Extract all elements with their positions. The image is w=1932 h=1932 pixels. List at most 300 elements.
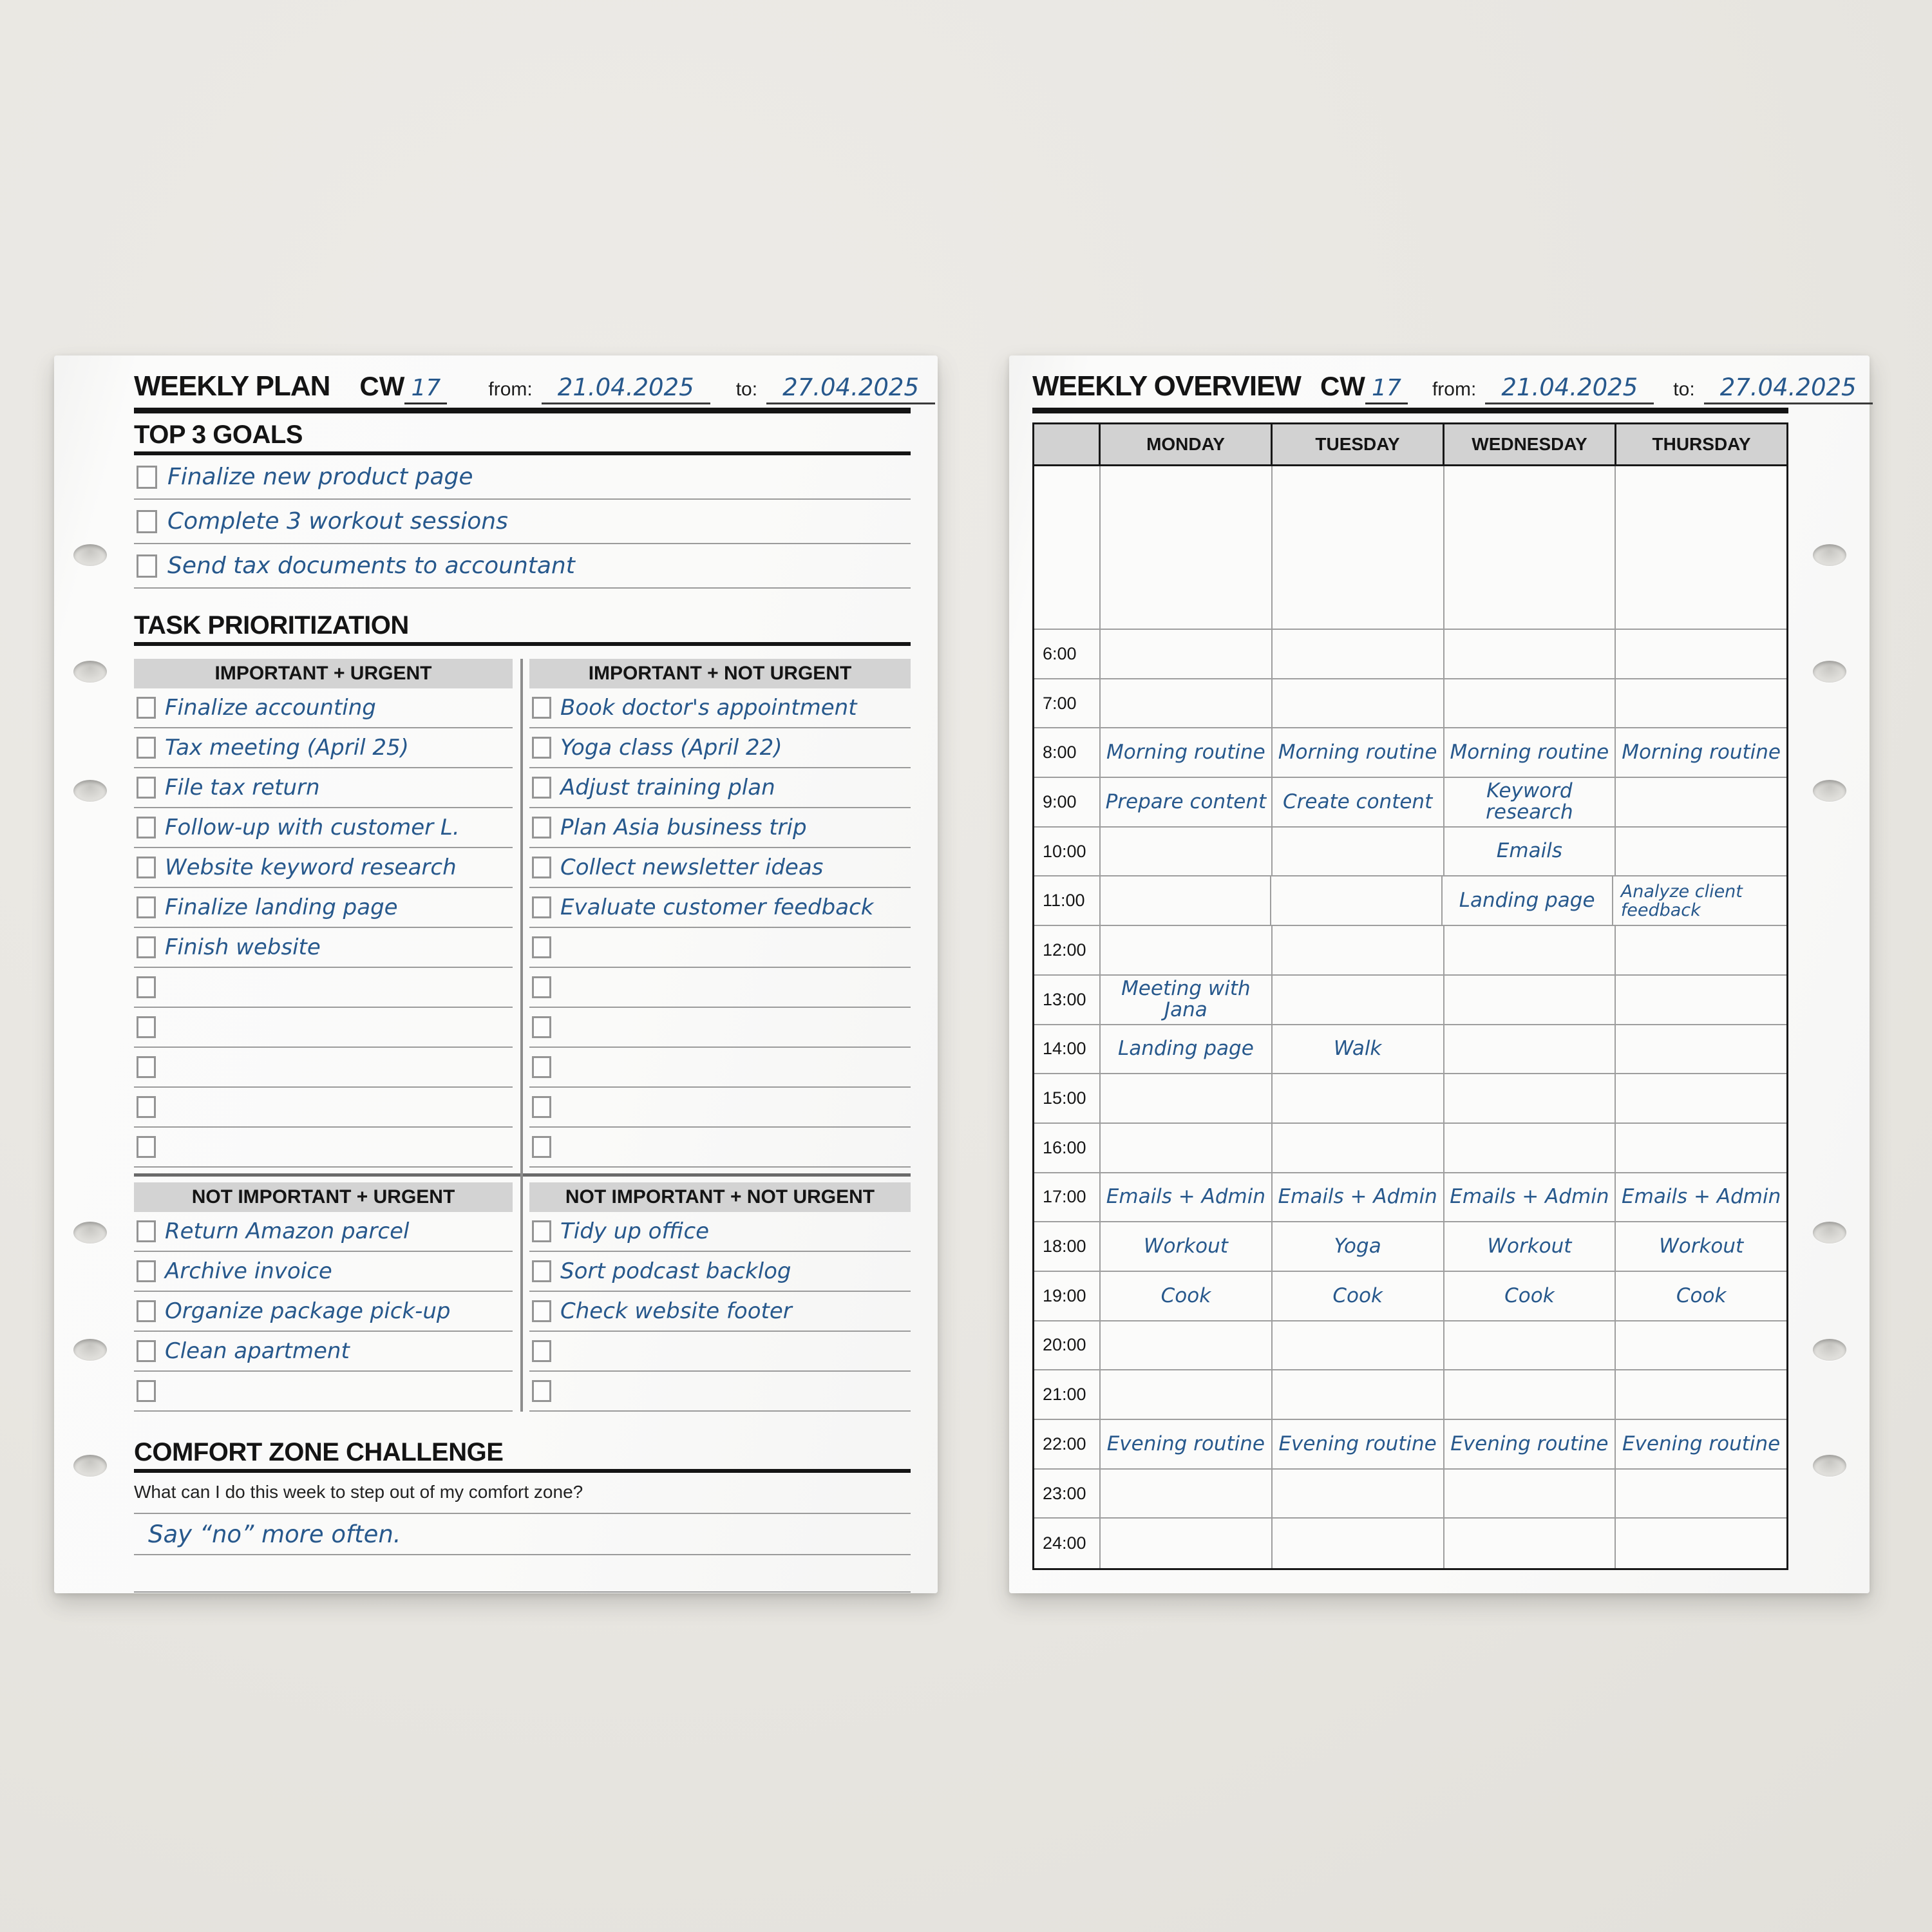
header-rule — [1032, 408, 1788, 413]
schedule-entry-text: Emails + Admin — [1278, 1185, 1437, 1209]
task-row — [134, 1048, 513, 1088]
schedule-cell[interactable] — [1444, 1074, 1616, 1124]
schedule-cell[interactable] — [1444, 976, 1616, 1025]
from-date-input[interactable]: 21.04.2025 — [542, 374, 710, 404]
schedule-cell[interactable] — [1101, 1025, 1273, 1075]
quadrant-header: NOT IMPORTANT + NOT URGENT — [529, 1182, 911, 1212]
time-label — [1034, 466, 1101, 630]
schedule-cell[interactable] — [1273, 1272, 1444, 1321]
schedule-cell[interactable] — [1273, 679, 1444, 729]
goal-row — [134, 544, 911, 589]
quadrant-header: IMPORTANT + NOT URGENT — [529, 659, 911, 688]
schedule-cell[interactable] — [1101, 1370, 1273, 1420]
matrix-vertical-divider — [520, 659, 523, 1412]
goal-text: Finalize new product page — [167, 464, 473, 490]
from-label: from: — [1432, 379, 1477, 400]
schedule-cell[interactable] — [1101, 1272, 1273, 1321]
task-row — [134, 1088, 513, 1128]
schedule-cell[interactable] — [1101, 876, 1271, 926]
schedule-entry-text: Morning routine — [1622, 740, 1781, 764]
schedule-entry-text: Emails — [1496, 839, 1562, 863]
goal-text: Send tax documents to accountant — [167, 553, 575, 579]
schedule-entry-text: Landing page — [1459, 889, 1595, 913]
time-label: 10:00 — [1034, 828, 1101, 877]
time-label: 22:00 — [1034, 1420, 1101, 1470]
task-checkbox[interactable] — [532, 1096, 551, 1118]
comfort-prompt: What can I do this week to step out of my comfort zone? — [134, 1482, 911, 1514]
schedule-cell[interactable] — [1444, 828, 1616, 877]
schedule-hour-row — [1034, 728, 1786, 778]
task-row — [134, 1332, 513, 1372]
prioritization-section-title: TASK PRIORITIZATION — [134, 611, 409, 639]
calendar-week-field — [1320, 371, 1408, 404]
schedule-hour-row — [1034, 876, 1786, 926]
task-text: Evaluate customer feedback — [560, 895, 874, 920]
schedule-cell[interactable] — [1616, 1173, 1786, 1223]
day-header: THURSDAY — [1616, 424, 1786, 466]
schedule-cell[interactable] — [1444, 1173, 1616, 1223]
schedule-cell[interactable] — [1444, 1272, 1616, 1321]
schedule-cell[interactable] — [1101, 1074, 1273, 1124]
quadrant-header: IMPORTANT + URGENT — [134, 659, 513, 688]
task-row — [134, 728, 513, 768]
task-row — [134, 1212, 513, 1252]
schedule-hour-row — [1034, 1321, 1786, 1371]
from-date-input[interactable]: 21.04.2025 — [1485, 374, 1654, 404]
schedule-entry-text: Cook — [1504, 1283, 1555, 1307]
schedule-cell[interactable] — [1101, 976, 1273, 1025]
schedule-entry-text: Evening routine — [1106, 1432, 1265, 1455]
schedule-cell[interactable] — [1616, 1124, 1786, 1173]
schedule-cell[interactable] — [1616, 630, 1786, 679]
task-row — [529, 688, 911, 728]
task-row — [529, 1372, 911, 1412]
schedule-cell[interactable] — [1101, 728, 1273, 778]
schedule-entry-text: Yoga — [1334, 1234, 1381, 1258]
punch-hole — [1813, 544, 1846, 566]
task-checkbox[interactable] — [532, 896, 551, 918]
task-checkbox[interactable] — [532, 777, 551, 799]
schedule-cell[interactable] — [1101, 466, 1273, 630]
task-row — [134, 1128, 513, 1168]
punch-hole — [1813, 1222, 1846, 1244]
task-checkbox[interactable] — [532, 1220, 551, 1242]
time-label: 14:00 — [1034, 1025, 1101, 1075]
task-text: Adjust training plan — [560, 775, 775, 800]
task-text: Yoga class (April 22) — [560, 735, 782, 761]
time-label: 19:00 — [1034, 1272, 1101, 1321]
schedule-entry-text: Emails + Admin — [1622, 1185, 1781, 1209]
schedule-cell[interactable] — [1273, 1173, 1444, 1223]
schedule-cell[interactable] — [1616, 1321, 1786, 1371]
weekly-plan-header — [134, 370, 919, 402]
schedule-cell[interactable] — [1616, 1074, 1786, 1124]
goal-checkbox[interactable] — [137, 466, 157, 489]
task-row — [529, 1008, 911, 1048]
time-label: 23:00 — [1034, 1470, 1101, 1519]
schedule-entry-text: Evening routine — [1278, 1432, 1437, 1455]
schedule-cell[interactable] — [1444, 679, 1616, 729]
task-checkbox[interactable] — [532, 737, 551, 759]
schedule-entry-text: Landing page — [1117, 1037, 1254, 1061]
cw-value-input[interactable]: 17 — [404, 375, 447, 404]
time-label: 17:00 — [1034, 1173, 1101, 1223]
schedule-hour-row — [1034, 828, 1786, 877]
quadrant-important-not-urgent — [529, 659, 911, 1168]
task-row — [134, 968, 513, 1008]
prioritization-rule — [134, 642, 911, 646]
schedule-notes-row — [1034, 466, 1786, 630]
goal-text: Complete 3 workout sessions — [167, 508, 508, 535]
schedule-hour-row — [1034, 1370, 1786, 1420]
schedule-cell[interactable] — [1616, 1025, 1786, 1075]
goal-row — [134, 500, 911, 544]
schedule-cell[interactable] — [1616, 1370, 1786, 1420]
schedule-cell[interactable] — [1444, 630, 1616, 679]
task-row — [529, 1128, 911, 1168]
schedule-cell[interactable] — [1273, 1321, 1444, 1371]
task-row — [134, 1372, 513, 1412]
schedule-entry-text: Emails + Admin — [1450, 1185, 1609, 1209]
schedule-cell[interactable] — [1271, 876, 1442, 926]
task-checkbox[interactable] — [532, 1136, 551, 1158]
schedule-cell[interactable] — [1444, 466, 1616, 630]
punch-hole — [1813, 1339, 1846, 1361]
schedule-header-row — [1034, 424, 1786, 466]
to-date-input[interactable]: 27.04.2025 — [766, 374, 935, 404]
time-label: 13:00 — [1034, 976, 1101, 1025]
schedule-cell[interactable] — [1273, 926, 1444, 976]
schedule-cell[interactable] — [1273, 466, 1444, 630]
goals-section-title: TOP 3 GOALS — [134, 421, 303, 449]
schedule-cell[interactable] — [1616, 828, 1786, 877]
schedule-hour-row — [1034, 1025, 1786, 1075]
schedule-cell[interactable] — [1616, 728, 1786, 778]
task-row — [529, 1212, 911, 1252]
schedule-cell[interactable] — [1273, 630, 1444, 679]
to-label: to: — [735, 379, 758, 400]
punch-hole — [73, 1455, 107, 1477]
schedule-table — [1032, 422, 1788, 1570]
schedule-cell[interactable] — [1101, 926, 1273, 976]
to-date-field — [736, 374, 935, 404]
comfort-answer-text: Say “no” more often. — [148, 1520, 401, 1548]
schedule-cell[interactable] — [1101, 1222, 1273, 1272]
goal-row — [134, 455, 911, 500]
task-checkbox[interactable] — [137, 1300, 156, 1322]
schedule-cell[interactable] — [1444, 1370, 1616, 1420]
schedule-entry-text: Emails + Admin — [1106, 1185, 1265, 1209]
quadrant-not-important-urgent — [134, 1182, 513, 1412]
task-text: Follow-up with customer L. — [165, 815, 460, 840]
schedule-cell[interactable] — [1273, 1370, 1444, 1420]
task-row — [529, 1088, 911, 1128]
to-date-input[interactable]: 27.04.2025 — [1704, 374, 1873, 404]
task-text: Return Amazon parcel — [165, 1218, 410, 1244]
task-row — [529, 1252, 911, 1292]
goals-list — [134, 455, 911, 589]
task-checkbox[interactable] — [532, 936, 551, 958]
schedule-cell[interactable] — [1444, 1025, 1616, 1075]
schedule-hour-row — [1034, 1470, 1786, 1519]
schedule-hour-row — [1034, 1074, 1786, 1124]
time-column-header — [1034, 424, 1101, 466]
to-label: to: — [1673, 379, 1695, 400]
comfort-section-title: COMFORT ZONE CHALLENGE — [134, 1438, 504, 1466]
schedule-cell[interactable] — [1616, 778, 1786, 828]
from-label: from: — [488, 379, 533, 400]
schedule-entry-text: Morning routine — [1106, 740, 1265, 764]
time-label: 6:00 — [1034, 630, 1101, 679]
to-date-field — [1673, 374, 1872, 404]
schedule-entry-text: Walk — [1333, 1037, 1382, 1061]
schedule-cell[interactable] — [1616, 976, 1786, 1025]
task-row — [134, 808, 513, 848]
day-header: TUESDAY — [1273, 424, 1444, 466]
schedule-cell[interactable] — [1444, 1519, 1616, 1568]
schedule-cell[interactable] — [1273, 778, 1444, 828]
schedule-cell[interactable] — [1101, 778, 1273, 828]
schedule-cell[interactable] — [1273, 1025, 1444, 1075]
schedule-entry-text: Prepare content — [1105, 790, 1267, 813]
task-text: Sort podcast backlog — [560, 1258, 791, 1284]
schedule-cell[interactable] — [1444, 1321, 1616, 1371]
schedule-cell[interactable] — [1444, 1124, 1616, 1173]
schedule-cell[interactable] — [1616, 1420, 1786, 1470]
schedule-hour-row — [1034, 679, 1786, 729]
schedule-cell[interactable] — [1444, 728, 1616, 778]
schedule-cell[interactable] — [1101, 1124, 1273, 1173]
task-checkbox[interactable] — [137, 1056, 156, 1078]
schedule-entry-text: Workout — [1487, 1234, 1572, 1258]
task-checkbox[interactable] — [532, 976, 551, 998]
task-checkbox[interactable] — [137, 1096, 156, 1118]
punch-hole — [73, 661, 107, 683]
schedule-cell[interactable] — [1444, 1470, 1616, 1519]
schedule-cell[interactable] — [1101, 1420, 1273, 1470]
quadrant-important-urgent — [134, 659, 513, 1168]
day-header: WEDNESDAY — [1444, 424, 1616, 466]
schedule-entry-text: Keyword research — [1486, 779, 1573, 824]
cw-value-input[interactable]: 17 — [1365, 375, 1408, 404]
task-row — [529, 968, 911, 1008]
time-label: 20:00 — [1034, 1321, 1101, 1371]
schedule-hour-row — [1034, 1222, 1786, 1272]
task-checkbox[interactable] — [137, 777, 156, 799]
task-text: Tax meeting (April 25) — [165, 735, 409, 761]
schedule-cell[interactable] — [1444, 1222, 1616, 1272]
schedule-cell[interactable] — [1444, 778, 1616, 828]
schedule-cell[interactable] — [1273, 1519, 1444, 1568]
task-row — [529, 1292, 911, 1332]
task-checkbox[interactable] — [137, 1016, 156, 1038]
time-label: 9:00 — [1034, 778, 1101, 828]
task-row — [134, 888, 513, 928]
time-label: 18:00 — [1034, 1222, 1101, 1272]
task-checkbox[interactable] — [137, 1380, 156, 1402]
schedule-entry-text: Evening routine — [1622, 1432, 1781, 1455]
schedule-entry-text: Workout — [1659, 1234, 1744, 1258]
schedule-cell[interactable] — [1444, 1420, 1616, 1470]
punch-hole — [1813, 661, 1846, 683]
punch-hole — [73, 1222, 107, 1244]
schedule-cell[interactable] — [1616, 466, 1786, 630]
schedule-hour-row — [1034, 1173, 1786, 1223]
task-checkbox[interactable] — [532, 857, 551, 878]
task-row — [134, 1008, 513, 1048]
schedule-hour-row — [1034, 1124, 1786, 1173]
schedule-entry-text: Create content — [1283, 790, 1433, 813]
task-checkbox[interactable] — [532, 1056, 551, 1078]
from-date-field — [488, 374, 710, 404]
schedule-entry-text: Morning routine — [1450, 740, 1609, 764]
task-row — [134, 1292, 513, 1332]
weekly-plan-page — [54, 355, 938, 1593]
task-row — [529, 848, 911, 888]
time-label: 8:00 — [1034, 728, 1101, 778]
task-row — [529, 1332, 911, 1372]
schedule-entry-text: Cook — [1676, 1283, 1727, 1307]
time-label: 11:00 — [1034, 876, 1101, 926]
task-text: Archive invoice — [165, 1258, 332, 1284]
task-row — [529, 928, 911, 968]
schedule-entry-text: Cook — [1160, 1283, 1211, 1307]
task-checkbox[interactable] — [137, 697, 156, 719]
schedule-cell[interactable] — [1273, 976, 1444, 1025]
schedule-cell[interactable] — [1273, 728, 1444, 778]
schedule-entry-text: Cook — [1332, 1283, 1383, 1307]
schedule-entry-text: Workout — [1143, 1234, 1228, 1258]
schedule-cell[interactable] — [1273, 1124, 1444, 1173]
task-checkbox[interactable] — [137, 737, 156, 759]
task-text: Organize package pick-up — [165, 1298, 451, 1324]
comfort-answer-line[interactable] — [134, 1514, 911, 1555]
time-label: 15:00 — [1034, 1074, 1101, 1124]
schedule-cell[interactable] — [1101, 1173, 1273, 1223]
comfort-rule — [134, 1469, 911, 1473]
task-checkbox[interactable] — [532, 1260, 551, 1282]
header-rule — [134, 408, 911, 413]
task-text: Plan Asia business trip — [560, 815, 807, 840]
goal-checkbox[interactable] — [137, 510, 157, 533]
task-checkbox[interactable] — [532, 1016, 551, 1038]
task-checkbox[interactable] — [137, 857, 156, 878]
task-row — [134, 768, 513, 808]
schedule-entry-text: Analyze client feedback — [1620, 881, 1743, 920]
schedule-hour-row — [1034, 1519, 1786, 1568]
comfort-empty-line[interactable] — [134, 1555, 911, 1593]
schedule-entry-text: Morning routine — [1278, 740, 1437, 764]
punch-hole — [73, 544, 107, 566]
task-checkbox[interactable] — [137, 936, 156, 958]
schedule-entry-text: Evening routine — [1450, 1432, 1609, 1455]
task-row — [529, 808, 911, 848]
time-label: 12:00 — [1034, 926, 1101, 976]
schedule-cell[interactable] — [1616, 1222, 1786, 1272]
task-row — [529, 728, 911, 768]
task-checkbox[interactable] — [532, 697, 551, 719]
task-checkbox[interactable] — [137, 896, 156, 918]
quadrant-header: NOT IMPORTANT + URGENT — [134, 1182, 513, 1212]
schedule-cell[interactable] — [1101, 679, 1273, 729]
task-checkbox[interactable] — [137, 1136, 156, 1158]
task-checkbox[interactable] — [532, 1340, 551, 1362]
task-row — [134, 1252, 513, 1292]
cw-label: CW — [359, 371, 405, 401]
schedule-cell[interactable] — [1273, 1222, 1444, 1272]
task-checkbox[interactable] — [137, 1340, 156, 1362]
schedule-cell[interactable] — [1616, 1519, 1786, 1568]
schedule-cell[interactable] — [1443, 876, 1613, 926]
task-text: Book doctor's appointment — [560, 695, 857, 721]
prioritization-matrix — [134, 659, 911, 1412]
schedule-cell[interactable] — [1101, 1321, 1273, 1371]
schedule-cell[interactable] — [1101, 1519, 1273, 1568]
schedule-cell[interactable] — [1616, 679, 1786, 729]
schedule-cell[interactable] — [1101, 1470, 1273, 1519]
task-text: File tax return — [165, 775, 320, 800]
schedule-cell[interactable] — [1273, 828, 1444, 877]
task-checkbox[interactable] — [137, 817, 156, 838]
task-text: Finish website — [165, 934, 321, 960]
time-label: 7:00 — [1034, 679, 1101, 729]
weekly-overview-page — [1009, 355, 1870, 1593]
schedule-cell[interactable] — [1273, 1074, 1444, 1124]
schedule-cell[interactable] — [1444, 926, 1616, 976]
task-checkbox[interactable] — [137, 976, 156, 998]
schedule-cell[interactable] — [1616, 926, 1786, 976]
task-row — [134, 848, 513, 888]
schedule-cell[interactable] — [1273, 1470, 1444, 1519]
schedule-cell[interactable] — [1101, 630, 1273, 679]
task-text: Website keyword research — [165, 855, 457, 880]
schedule-hour-row — [1034, 630, 1786, 679]
page-title: WEEKLY OVERVIEW — [1032, 370, 1301, 402]
from-date-field — [1432, 374, 1654, 404]
schedule-hour-row — [1034, 926, 1786, 976]
task-checkbox[interactable] — [137, 1260, 156, 1282]
schedule-cell[interactable] — [1101, 828, 1273, 877]
task-checkbox[interactable] — [137, 1220, 156, 1242]
task-row — [134, 688, 513, 728]
task-row — [529, 888, 911, 928]
schedule-cell[interactable] — [1613, 876, 1786, 926]
schedule-cell[interactable] — [1616, 1470, 1786, 1519]
calendar-week-field — [359, 371, 447, 404]
task-text: Finalize accounting — [165, 695, 376, 721]
punch-hole — [73, 1339, 107, 1361]
punch-hole — [73, 780, 107, 802]
punch-hole — [1813, 1455, 1846, 1477]
cw-label: CW — [1320, 371, 1365, 401]
schedule-cell[interactable] — [1273, 1420, 1444, 1470]
page-title: WEEKLY PLAN — [134, 370, 330, 402]
goal-checkbox[interactable] — [137, 554, 157, 578]
day-header: MONDAY — [1101, 424, 1273, 466]
task-checkbox[interactable] — [532, 1380, 551, 1402]
schedule-hour-row — [1034, 778, 1786, 828]
task-text: Check website footer — [560, 1298, 792, 1324]
task-checkbox[interactable] — [532, 1300, 551, 1322]
schedule-cell[interactable] — [1616, 1272, 1786, 1321]
task-text: Clean apartment — [165, 1338, 350, 1364]
punch-hole — [1813, 780, 1846, 802]
time-label: 21:00 — [1034, 1370, 1101, 1420]
task-text: Finalize landing page — [165, 895, 398, 920]
task-checkbox[interactable] — [532, 817, 551, 838]
weekly-overview-header — [1032, 370, 1857, 402]
task-row — [529, 1048, 911, 1088]
